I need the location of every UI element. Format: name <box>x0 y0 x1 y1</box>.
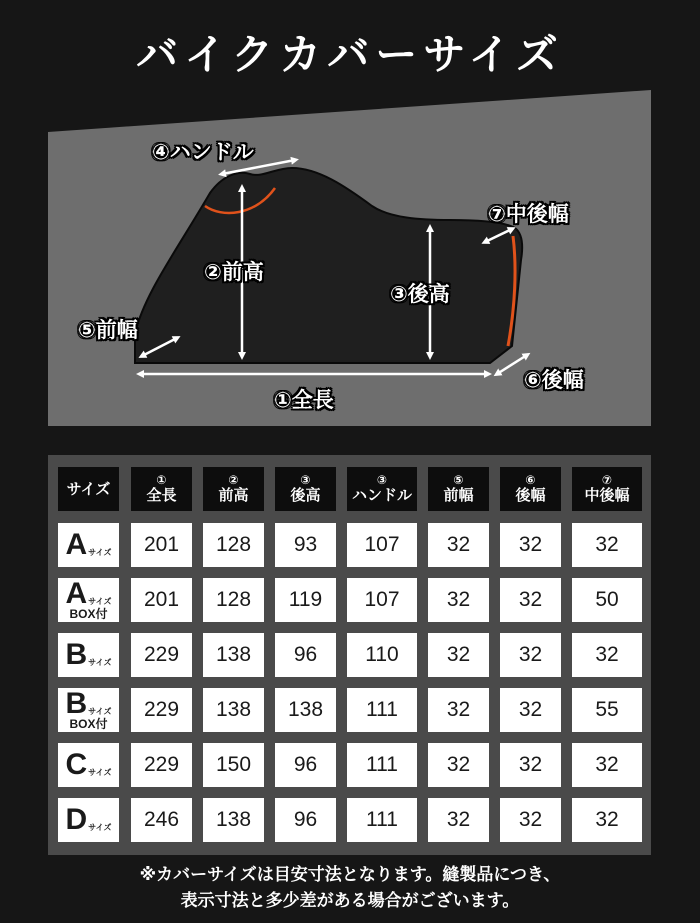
header-rear-width: ⑥ 後幅 <box>500 467 561 511</box>
page-title: バイクカバーサイズ <box>136 30 564 79</box>
note-line-2: 表示寸法と多少差がある場合がございます。 <box>180 891 520 911</box>
table-cell: 32 <box>500 798 561 842</box>
disclaimer-note <box>0 862 700 914</box>
table-cell: 96 <box>275 633 336 677</box>
table-cell: 111 <box>347 798 417 842</box>
table-cell: 55 <box>572 688 642 732</box>
table-cell: 128 <box>203 523 264 567</box>
table-cell: 111 <box>347 688 417 732</box>
table-cell: 32 <box>500 743 561 787</box>
table-cell: 138 <box>203 688 264 732</box>
table-cell: 32 <box>428 688 489 732</box>
size-cell-a-box: A サイズ BOX付 <box>58 578 119 622</box>
table-cell: 96 <box>275 798 336 842</box>
header-mid-rear-width: ⑦ 中後幅 <box>572 467 642 511</box>
table-cell: 32 <box>572 743 642 787</box>
label-handle: ④ハンドル <box>152 140 254 164</box>
header-total-length: ① 全長 <box>131 467 192 511</box>
table-cell: 229 <box>131 633 192 677</box>
table-cell: 50 <box>572 578 642 622</box>
table-cell: 32 <box>500 688 561 732</box>
size-table <box>48 455 651 855</box>
table-cell: 138 <box>203 633 264 677</box>
table-cell: 150 <box>203 743 264 787</box>
table-cell: 32 <box>428 578 489 622</box>
table-cell: 32 <box>500 523 561 567</box>
table-cell: 119 <box>275 578 336 622</box>
table-cell: 201 <box>131 523 192 567</box>
table-cell: 96 <box>275 743 336 787</box>
label-front-height: ②前高 <box>204 260 264 284</box>
table-cell: 32 <box>428 633 489 677</box>
table-cell: 107 <box>347 523 417 567</box>
label-front-width: ⑤前幅 <box>78 318 138 342</box>
header-size: サイズ <box>58 467 119 511</box>
label-total-length: ①全長 <box>274 388 334 412</box>
table-cell: 32 <box>572 523 642 567</box>
table-cell: 32 <box>572 798 642 842</box>
size-cell-b-box: B サイズ BOX付 <box>58 688 119 732</box>
table-cell: 111 <box>347 743 417 787</box>
header-front-height: ② 前高 <box>203 467 264 511</box>
size-cell-a: A サイズ <box>58 523 119 567</box>
label-rear-height: ③後高 <box>390 282 450 306</box>
table-cell: 201 <box>131 578 192 622</box>
table-cell: 110 <box>347 633 417 677</box>
bike-cover-diagram <box>0 88 700 428</box>
table-cell: 138 <box>203 798 264 842</box>
header-handle: ③ ハンドル <box>347 467 417 511</box>
table-cell: 246 <box>131 798 192 842</box>
table-cell: 32 <box>500 633 561 677</box>
header-front-width: ⑤ 前幅 <box>428 467 489 511</box>
size-cell-b: B サイズ <box>58 633 119 677</box>
label-rear-width: ⑥後幅 <box>524 368 584 392</box>
table-cell: 32 <box>428 743 489 787</box>
size-cell-d: D サイズ <box>58 798 119 842</box>
table-cell: 138 <box>275 688 336 732</box>
table-cell: 32 <box>428 798 489 842</box>
table-cell: 107 <box>347 578 417 622</box>
bike-cover-illustration <box>0 88 700 428</box>
table-cell: 32 <box>500 578 561 622</box>
header-rear-height: ③ 後高 <box>275 467 336 511</box>
table-cell: 229 <box>131 688 192 732</box>
table-cell: 229 <box>131 743 192 787</box>
table-cell: 128 <box>203 578 264 622</box>
table-cell: 93 <box>275 523 336 567</box>
note-line-1: ※カバーサイズは目安寸法となります。縫製品につき、 <box>139 865 561 885</box>
label-mid-rear-width: ⑦中後幅 <box>488 202 569 226</box>
table-cell: 32 <box>428 523 489 567</box>
table-cell: 32 <box>572 633 642 677</box>
size-cell-c: C サイズ <box>58 743 119 787</box>
